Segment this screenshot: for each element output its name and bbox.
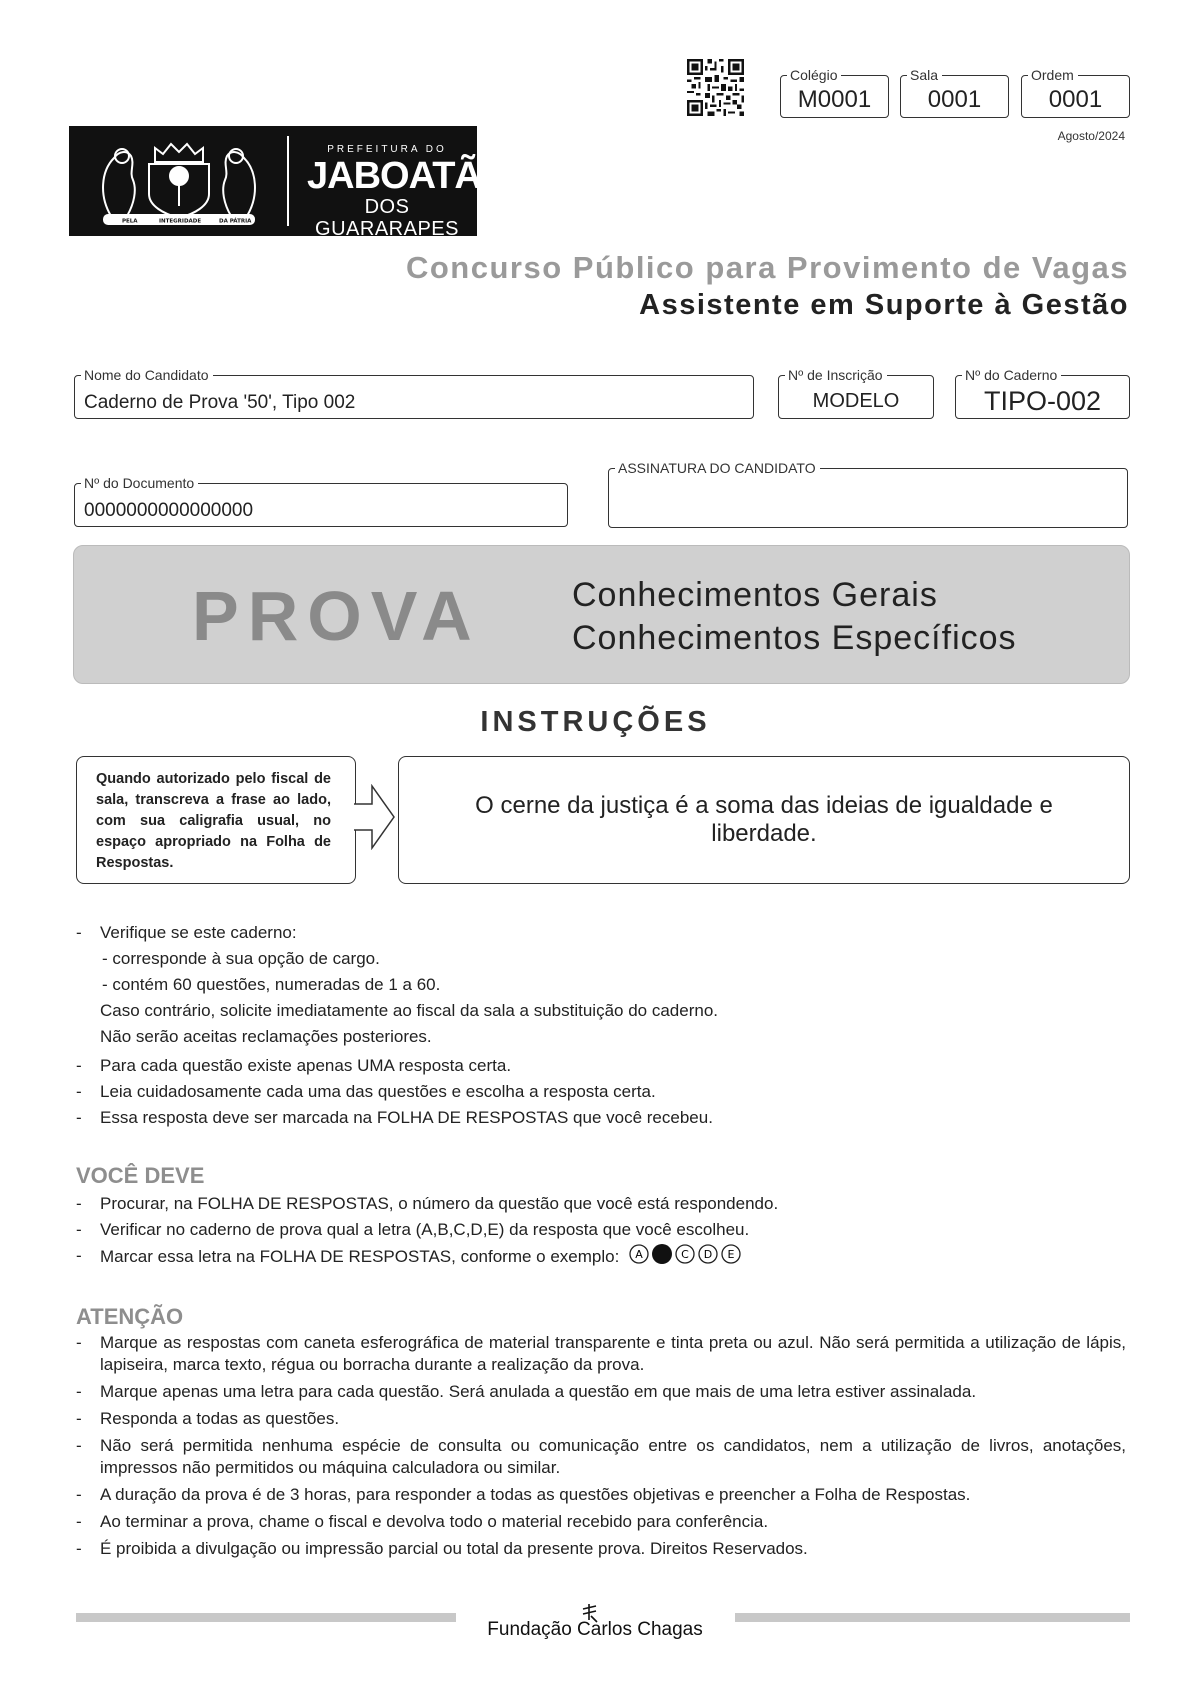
inscricao-field — [778, 367, 934, 419]
list-item — [76, 972, 1126, 998]
instruction-text: Essa resposta deve ser marcada na FOLHA DE RESPOSTAS que você recebeu. — [100, 1108, 713, 1127]
ordem-box — [1021, 67, 1130, 118]
list-item: - Leia cuidadosamente cada uma das questões e escolha a resposta certa. — [76, 1082, 656, 1101]
instruction-text: Marque apenas uma letra para cada questão. Será anulada a questão em que mais de uma letra estiver assinalada. — [100, 1382, 977, 1401]
coat-of-arms-icon — [89, 136, 269, 228]
logo-subtitle: DOS GUARARAPES — [315, 196, 459, 240]
colegio-label: Colégio — [787, 67, 841, 83]
documento-field — [74, 475, 568, 527]
candidate-name-label: Nome do Candidato — [81, 367, 213, 383]
verify-text: Verifique se este caderno: — [100, 923, 297, 942]
qr-code-icon — [687, 59, 744, 116]
city-logo — [69, 126, 510, 240]
prova-banner — [73, 545, 1130, 684]
verify-note: Não serão aceitas reclamações posteriores. — [100, 1027, 432, 1046]
instruction-text: Procurar, na FOLHA DE RESPOSTAS, o número da questão que você está respondendo. — [100, 1194, 779, 1213]
phrase-box — [398, 756, 1130, 884]
documento-label: Nº do Documento — [81, 475, 198, 491]
crest-text-3: DA PÁTRIA — [219, 218, 252, 225]
list-item — [76, 998, 1126, 1024]
voce-deve-heading: VOCÊ DEVE — [76, 1163, 205, 1188]
list-item: - Marque as respostas com caneta esferográfica de material transparente e tinta preta ou azul. Não será permitida a utilização de lápis, lapiseira, marca texto, régua ou borracha durante a realização da prova. — [76, 1333, 1126, 1374]
caderno-field — [955, 367, 1130, 419]
answer-bubbles-example — [628, 1243, 748, 1265]
crest-text-1: PELA — [122, 218, 138, 225]
colegio-value: M0001 — [797, 86, 872, 113]
footer-org: Fundação Carlos Chagas — [487, 1619, 703, 1640]
exam-date: Agosto/2024 — [1057, 129, 1125, 143]
sala-label: Sala — [907, 67, 942, 83]
list-item: - Não será permitida nenhuma espécie de consulta ou comunicação entre os candidatos, nem a utilização de livros, anotações, impressos não permitidos ou máquina calculadora ou similar. — [76, 1436, 1126, 1477]
prova-word: PROVA — [192, 577, 481, 655]
position-title: Assistente em Suporte à Gestão — [639, 289, 1129, 321]
list-item: - Marcar essa letra na FOLHA DE RESPOSTAS, conforme o exemplo: A C D E — [76, 1243, 1126, 1270]
bubble-d: D — [703, 1248, 713, 1261]
verify-item: - corresponde à sua opção de cargo. — [102, 949, 380, 968]
footer-bar-right — [735, 1613, 1130, 1622]
signature-label: ASSINATURA DO CANDIDATO — [615, 460, 820, 476]
verify-item: - contém 60 questões, numeradas de 1 a 60. — [102, 975, 441, 994]
list-item: - Procurar, na FOLHA DE RESPOSTAS, o número da questão que você está respondendo. — [76, 1194, 779, 1213]
instruction-text: Para cada questão existe apenas UMA resposta certa. — [100, 1056, 512, 1075]
transcribe-note: Quando autorizado pelo fiscal de sala, transcreva a frase ao lado, com sua caligrafia usual, no espaço apropriado na Folha de Respostas. — [76, 756, 356, 884]
arrow-right-icon — [354, 784, 396, 850]
list-item — [76, 1024, 1126, 1050]
candidate-name-value: Caderno de Prova '50', Tipo 002 — [84, 392, 356, 413]
colegio-box — [780, 67, 889, 118]
list-item — [76, 946, 1126, 972]
atencao-heading: ATENÇÃO — [76, 1304, 184, 1329]
list-item: - Para cada questão existe apenas UMA resposta certa. — [76, 1056, 512, 1075]
bubble-a: A — [635, 1248, 643, 1261]
instruction-text: É proibida a divulgação ou impressão parcial ou total da presente prova. Direitos Reservados. — [100, 1539, 808, 1558]
voce-deve-section — [76, 1161, 1126, 1270]
instruction-text: Responda a todas as questões. — [100, 1409, 340, 1428]
crest-text-2: INTEGRIDADE — [159, 218, 202, 225]
footer-bar-left — [76, 1613, 456, 1622]
list-item: - A duração da prova é de 3 horas, para responder a todas as questões objetivas e preencher a Folha de Respostas. — [76, 1485, 971, 1504]
instruction-text: A duração da prova é de 3 horas, para responder a todas as questões objetivas e preencher a Folha de Respostas. — [100, 1485, 971, 1504]
subject-general: Conhecimentos Gerais — [572, 576, 938, 614]
ordem-label: Ordem — [1028, 67, 1078, 83]
list-item: - Ao terminar a prova, chame o fiscal e devolva todo o material recebido para conferência. — [76, 1512, 769, 1531]
bubble-e: E — [727, 1248, 735, 1261]
caderno-label: Nº do Caderno — [962, 367, 1061, 383]
instruction-text: Marque as respostas com caneta esferográfica de material transparente e tinta preta ou azul. Não será permitida a utilização de lápis, lapiseira, marca texto, régua ou borracha durante a realização da prova. — [100, 1333, 1126, 1374]
general-instructions — [76, 920, 1126, 1131]
fcc-logo — [470, 1600, 720, 1640]
list-item: - Verifique se este caderno: — [76, 923, 297, 942]
subject-specific: Conhecimentos Específicos — [572, 619, 1017, 657]
caderno-value: TIPO-002 — [983, 386, 1102, 416]
candidate-name-field — [74, 367, 754, 419]
atencao-section — [76, 1302, 1126, 1565]
logo-divider — [287, 136, 289, 226]
inscricao-label: Nº de Inscrição — [785, 367, 887, 383]
instruction-text: Ao terminar a prova, chame o fiscal e devolva todo o material recebido para conferência. — [100, 1512, 769, 1531]
list-item: - Essa resposta deve ser marcada na FOLHA DE RESPOSTAS que você recebeu. — [76, 1108, 713, 1127]
bubble-c: C — [681, 1248, 689, 1261]
phrase-text: O cerne da justiça é a soma das ideias de igualdade e liberdade. — [475, 792, 1053, 847]
signature-field — [608, 460, 1128, 528]
instruction-text: Não será permitida nenhuma espécie de consulta ou comunicação entre os candidatos, nem a utilização de livros, anotações, impressos não permitidos ou máquina calculadora ou similar. — [100, 1436, 1126, 1477]
exam-title: Concurso Público para Provimento de Vagas — [405, 250, 1129, 285]
sala-value: 0001 — [927, 86, 982, 113]
logo-prefix: PREFEITURA DO — [327, 144, 447, 155]
instruction-text: Leia cuidadosamente cada uma das questões e escolha a resposta certa. — [100, 1082, 656, 1101]
list-item: - Responda a todas as questões. — [76, 1409, 340, 1428]
list-item: - Verificar no caderno de prova qual a letra (A,B,C,D,E) da resposta que você escolheu. — [76, 1220, 750, 1239]
documento-value: 0000000000000000 — [84, 500, 254, 521]
instructions-title: INSTRUÇÕES — [480, 706, 711, 738]
list-item: - Marque apenas uma letra para cada questão. Será anulada a questão em que mais de uma letra estiver assinalada. — [76, 1382, 977, 1401]
instruction-text: Marcar essa letra na FOLHA DE RESPOSTAS, conforme o exemplo: — [100, 1247, 620, 1266]
ordem-value: 0001 — [1048, 86, 1103, 113]
logo-city: JABOATÃO — [307, 155, 510, 197]
list-item: - É proibida a divulgação ou impressão parcial ou total da presente prova. Direitos Reservados. — [76, 1539, 808, 1558]
inscricao-value: MODELO — [812, 390, 900, 412]
verify-note: Caso contrário, solicite imediatamente ao fiscal da sala a substituição do caderno. — [100, 1001, 719, 1020]
sala-box — [900, 67, 1009, 118]
bubble-b-filled — [652, 1244, 672, 1264]
instruction-text: Verificar no caderno de prova qual a letra (A,B,C,D,E) da resposta que você escolheu. — [100, 1220, 750, 1239]
